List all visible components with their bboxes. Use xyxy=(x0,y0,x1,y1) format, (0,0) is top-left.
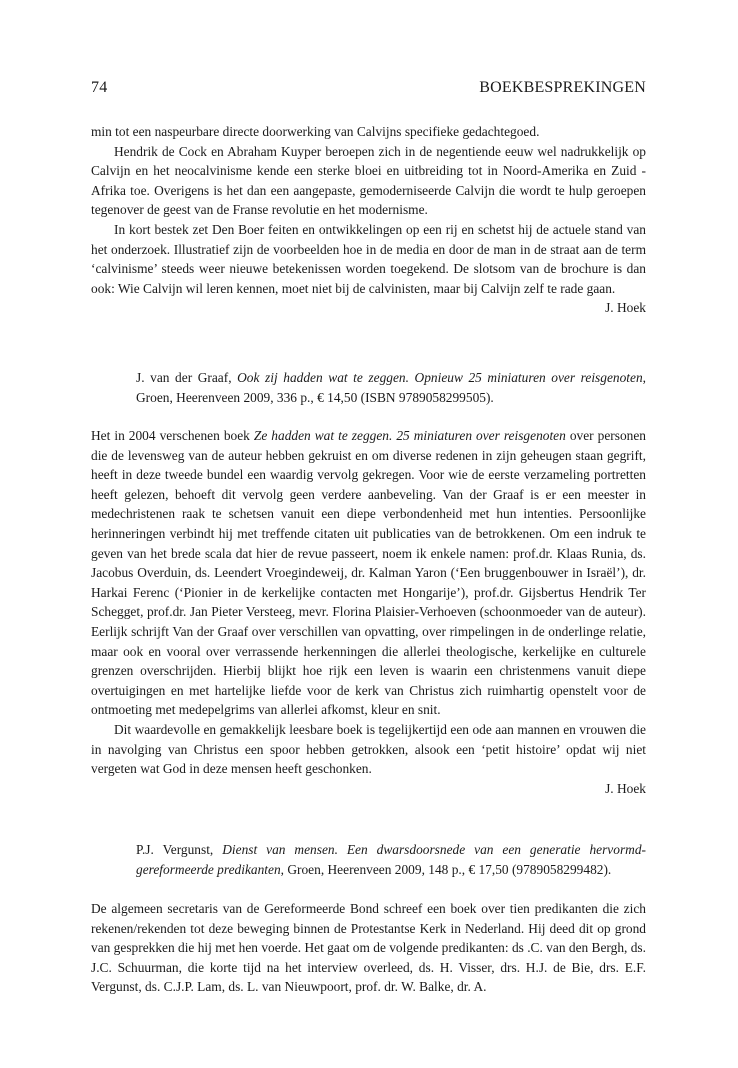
reviewer-signature: J. Hoek xyxy=(605,780,646,796)
page-number: 74 xyxy=(91,79,108,96)
running-title: BOEKBESPREKINGEN xyxy=(479,79,646,96)
review-1-body xyxy=(91,122,646,318)
review-3-reference xyxy=(136,840,646,879)
review-3-body xyxy=(91,899,646,997)
paragraph: Dit waardevolle en gemakkelijk leesbare boek is tegelijkertijd een ode aan mannen en vrouwen die in navolging van Christus een spoor hebben getrokken, alsook een ‘petit histoire’ opdat wij niet vergeten wat God in deze mensen heeft geschonken. xyxy=(91,721,646,777)
paragraph: min tot een naspeurbare directe doorwerking van Calvijns specifieke gedachtegoed. xyxy=(91,124,540,139)
book-title: Ze hadden wat te zeggen. 25 miniaturen over reisgenoten xyxy=(253,428,566,443)
review-2-body xyxy=(91,426,646,798)
ref-title: Ook zij hadden wat te zeggen. Opnieuw 25 miniaturen over reisgenoten xyxy=(237,370,643,385)
paragraph xyxy=(91,426,646,720)
paragraph: Hendrik de Cock en Abraham Kuyper beroepen zich in de negentiende eeuw wel nadrukkelijk op Calvijn en het neocalvinisme kende een sterke bloei en uitbreiding tot in Noord-Amerika en Zuid - Afrika toe. Overigens is het dan een aangepaste, gemoderniseerde Calvijn die wordt te hulp geroepen tegenover de geest van de Franse revolutie en het modernisme. xyxy=(91,143,646,218)
paragraph: In kort bestek zet Den Boer feiten en ontwikkelingen op een rij en schetst hij de actuele stand van het onderzoek. Illustratief zijn de voorbeelden hoe in de media en door de man in de straat aan de term ‘calvinisme’ steeds weer nieuwe betekenissen worden toegekend. De slotsom van de brochure is dan ook: Wie Calvijn wil leren kennen, moet niet bij de calvinisten, maar bij Calvijn zelf te rade gaan. xyxy=(91,221,646,296)
reviewer-signature: J. Hoek xyxy=(605,300,646,316)
paragraph: De algemeen secretaris van de Gereformeerde Bond schreef een boek over tien predikanten die zich rekenen/rekenden tot deze beweging binnen de Protestantse Kerk in Nederland. Hij deed dit op grond van gesprekken die hij met hen voerde. Het gaat om de volgende predikanten: ds .C. van den Bergh, ds. J.C. Schuurman, die korte tijd na het interview overleed, ds. H. Visser, drs. H.J. de Bie, drs. E.F. Vergunst, ds. C.J.P. Lam, ds. L. van Nieuwpoort, prof. dr. W. Balke, dr. A. xyxy=(91,901,646,995)
ref-details: , Groen, Heerenveen 2009, 148 p., € 17,50 (9789058299482). xyxy=(280,861,612,877)
ref-details: , Groen, Heerenveen 2009, 336 p., € 14,50 (ISBN 9789058299505). xyxy=(136,370,646,405)
ref-author: P.J. Vergunst, xyxy=(136,842,223,857)
review-2-reference xyxy=(136,368,646,407)
ref-author: J. van der Graaf, xyxy=(136,370,238,385)
ref-title: Dienst van mensen. Een dwarsdoorsnede van een generatie hervormd-gereformeerde predikanten xyxy=(136,842,646,877)
text-run: over personen die de levensweg van de auteur hebben gekruist en om diverse redenen in zijn geheugen staan gegrift, heeft in deze tweede bundel een waardig vervolg gekregen. Voor wie de eerste verzameling portretten heeft gelezen, behoeft dit vervolg geen verdere aanbeveling. Van der Graaf is er een meester in medechristenen raak te schetsen vanuit een diepe verbondenheid met hun intenties. Persoonlijke herinneringen verbindt hij met treffende citaten uit publicaties van de betrokkenen. Om een indruk te geven van het brede scala dat hier de revue passeert, noem ik enkele namen: prof.dr. Klaas Runia, ds. Jacobus Overduin, ds. Leendert Vroegindeweij, dr. Kalman Yaron (‘Een bruggenbouwer in Israël’), dr. Harkai Ferenc (‘Pionier in de kerkelijke contacten met Hongarije’), prof.dr. Gijsbertus Hendrik Ter Schegget, prof.dr. Jan Pieter Versteeg, mevr. Florina Plaisier-Verhoeven (schoonmoeder van de auteur). Eerlijk schrijft Van der Graaf over verschillen van opvatting, over rimpelingen in de onderlinge relatie, maar ook en vooral over verrassende herkenningen die allerlei theologische, kerkelijke en culturele grenzen overschrijden. Hierbij blijkt hoe rijk een leven is waarin een christenmens vanuit diepe overtuigingen en met hartelijke liefde voor de kerk van Christus zich ruimhartig openstelt voor de ontmoeting met medepelgrims van allerlei afkomst, kleur en snit. xyxy=(91,428,646,718)
page-header xyxy=(91,79,646,97)
text-run: Het in 2004 verschenen boek xyxy=(91,428,254,443)
